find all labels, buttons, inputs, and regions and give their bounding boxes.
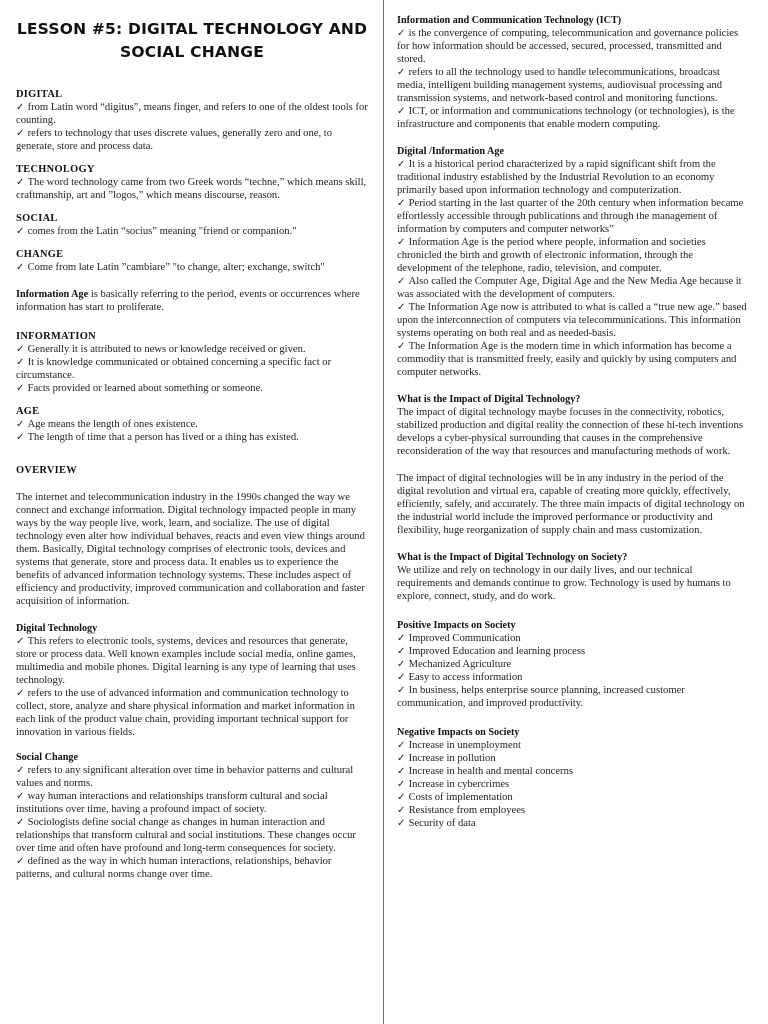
heading-technology: TECHNOLOGY [16,164,95,175]
section-social [16,212,368,238]
bullet-item: ✓ Increase in cybercrimes [397,778,747,791]
section-information [16,330,368,395]
section-social-change [16,751,368,881]
bullet-item: ✓ Period starting in the last quarter of the 20th century when information became effortlessly accessible through publications and through the management of information by computers and computer networks” [397,197,747,236]
section-technology [16,163,368,202]
bullet-item: ✓ Costs of implementation [397,791,747,804]
section-digital-technology [16,622,368,739]
bullet-item: ✓ refers to technology that uses discrete values, generally zero and one, to generate, store and process data. [16,127,368,153]
section-impact-society [397,551,747,603]
bullet-item: ✓ ICT, or information and communications technology (or technologies), is the infrastructure and components that enable modern computing. [397,105,747,131]
bullet-item: ✓ Easy to access information [397,671,747,684]
heading-impact-digital: What is the Impact of Digital Technology? [397,394,581,405]
left-column [16,18,368,891]
heading-information: INFORMATION [16,331,96,342]
bullet-item: ✓ The length of time that a person has lived or a thing has existed. [16,431,368,444]
impact-paragraph-2: The impact of digital technologies will be in any industry in the period of the digital revolution and virtual era, capable of creating more quickly, effectively, efficiently, safely, and accurately. The three main impacts of digital technology on the industrial world include the improved performance or productivity and flexibility, huge reorganization of supply chain and mass customization. [397,473,745,536]
bullet-item: ✓ Sociologists define social change as changes in human interaction and relationships that transform cultural and social institutions. These changes occur over time and often have profound and long-term consequences for society. [16,816,368,855]
bullet-item: ✓ Improved Education and learning process [397,645,747,658]
bullet-item: ✓ Generally it is attributed to news or knowledge received or given. [16,343,368,356]
bullet-item: ✓ The Information Age is the modern time in which information has become a commodity that is transmitted freely, easily and quickly by using computers and computer networks. [397,340,747,379]
bullet-item: ✓ It is a historical period characterized by a rapid significant shift from the traditional industry established by the Industrial Revolution to an economy primarily based upon information technology and computerization. [397,158,747,197]
bullet-item: ✓ refers to any significant alteration over time in behavior patterns and cultural values and norms. [16,764,368,790]
section-overview [16,464,368,608]
bullet-item: ✓ refers to all the technology used to handle telecommunications, broadcast media, intelligent building management systems, audiovisual processing and transmission systems, and network-based control and monitoring functions. [397,66,747,105]
bullet-item: ✓ comes from the Latin “socius” meaning "friend or companion." [16,225,368,238]
heading-positive-impacts: Positive Impacts on Society [397,620,516,631]
bullet-item: ✓ Resistance from employees [397,804,747,817]
heading-digital: DIGITAL [16,89,63,100]
bullet-item: ✓ Information Age is the period where people, information and societies chronicled the birth and growth of electronic information, through the development of the telephone, radio, television, and computer. [397,236,747,275]
impact-paragraph-1: The impact of digital technology maybe focuses in the connectivity, robotics, stabilized production and digital reality the connection of these hi-tech inventions develops a cyber-physical surrounding that causes in the comprehensive reconsideration of the way that resources and manufacturing methods of work. [397,407,743,457]
heading-information-age: Digital /Information Age [397,146,504,157]
section-ict [397,14,747,131]
bullet-item: ✓ Increase in pollution [397,752,747,765]
bullet-item: ✓ from Latin word “digitus”, means finger, and refers to one of the oldest tools for counting. [16,101,368,127]
heading-overview: OVERVIEW [16,465,77,476]
bullet-item: ✓ refers to the use of advanced information and communication technology to collect, store, analyze and share physical information and market information in each link of the product value chain, providing important technical support for innovation in various fields. [16,687,368,739]
bullet-item: ✓ way human interactions and relationships transform cultural and social institutions over time, having a profound impact of society. [16,790,368,816]
heading-negative-impacts: Negative Impacts on Society [397,727,520,738]
bullet-item: ✓ Increase in unemployment [397,739,747,752]
section-digital [16,88,368,153]
section-information-age [397,145,747,379]
section-change [16,248,368,274]
overview-paragraph: The internet and telecommunication industry in the 1990s changed the way we connect and exchange information. Digital technology impacted people in many ways by the way people live, work, learn, and socialize. The use of digital technology even alter how individual behaves, reacts and even view things around them. Basically, Digital technology comprises of electronic tools, devices and systems that generate, store and process data. It enables us to experience the benefits of advanced information technology systems. These includes aspect of efficiency and productivity, improved communication and collaboration and faster acquisition of information. [16,492,365,607]
bullet-item: ✓ Security of data [397,817,747,830]
bullet-item: ✓ Increase in health and mental concerns [397,765,747,778]
heading-change: CHANGE [16,249,64,260]
bullet-item: ✓ is the convergence of computing, telecommunication and governance policies for how information should be accessed, secured, processed, transmitted and stored. [397,27,747,66]
heading-ict: Information and Communication Technology (ICT) [397,15,622,26]
bullet-item: ✓ It is knowledge communicated or obtained concerning a specific fact or circumstance. [16,356,368,382]
bullet-item: ✓ Facts provided or learned about something or someone. [16,382,368,395]
section-age [16,405,368,444]
section-positive-impacts [397,619,747,710]
heading-impact-society: What is the Impact of Digital Technology on Society? [397,552,628,563]
bullet-item: ✓ The Information Age now is attributed to what is called a “true new age.” based upon the interconnection of computers via telecommunications. This information systems operating on both real and as needed-basis. [397,301,747,340]
bullet-item: ✓ Age means the length of ones existence. [16,418,368,431]
column-divider [383,0,384,1024]
bullet-item: ✓ Come from late Latin ”cambiare” "to change, alter; exchange, switch" [16,261,368,274]
heading-social: SOCIAL [16,213,58,224]
heading-social-change: Social Change [16,752,78,763]
information-age-text: is basically referring to the period, events or occurrences where information has start to proliferate. [16,289,360,313]
section-impact-digital [397,393,747,537]
right-column [397,14,747,840]
bullet-item: ✓ defined as the way in which human interactions, relationships, behavior patterns, and cultural norms change over time. [16,855,368,881]
information-age-definition [16,288,368,314]
bullet-item: ✓ In business, helps enterprise source planning, increased customer communication, and improved productivity. [397,684,747,710]
lesson-title: LESSON #5: DIGITAL TECHNOLOGY AND SOCIAL CHANGE [16,20,368,61]
bullet-item: ✓ Improved Communication [397,632,747,645]
bullet-item: ✓ The word technology came from two Greek words “techne,” which means skill, craftmanship, art and ”logos,” which means discourse, reason. [16,176,368,202]
information-age-term: Information Age [16,289,89,300]
impact-society-paragraph: We utilize and rely on technology in our daily lives, and our technical requirements and demands continue to grow. Technology is used by humans to explore, connect, study, and do work. [397,565,731,602]
heading-age: AGE [16,406,40,417]
heading-digital-technology: Digital Technology [16,623,98,634]
section-negative-impacts [397,726,747,830]
bullet-item: ✓ This refers to electronic tools, systems, devices and resources that generate, store or process data. Well known examples include social media, online games, multimedia and mobile phones. Digital learning is any type of learning that uses technology. [16,635,368,687]
bullet-item: ✓ Mechanized Agriculture [397,658,747,671]
bullet-item: ✓ Also called the Computer Age, Digital Age and the New Media Age because it was associated with the development of computers. [397,275,747,301]
